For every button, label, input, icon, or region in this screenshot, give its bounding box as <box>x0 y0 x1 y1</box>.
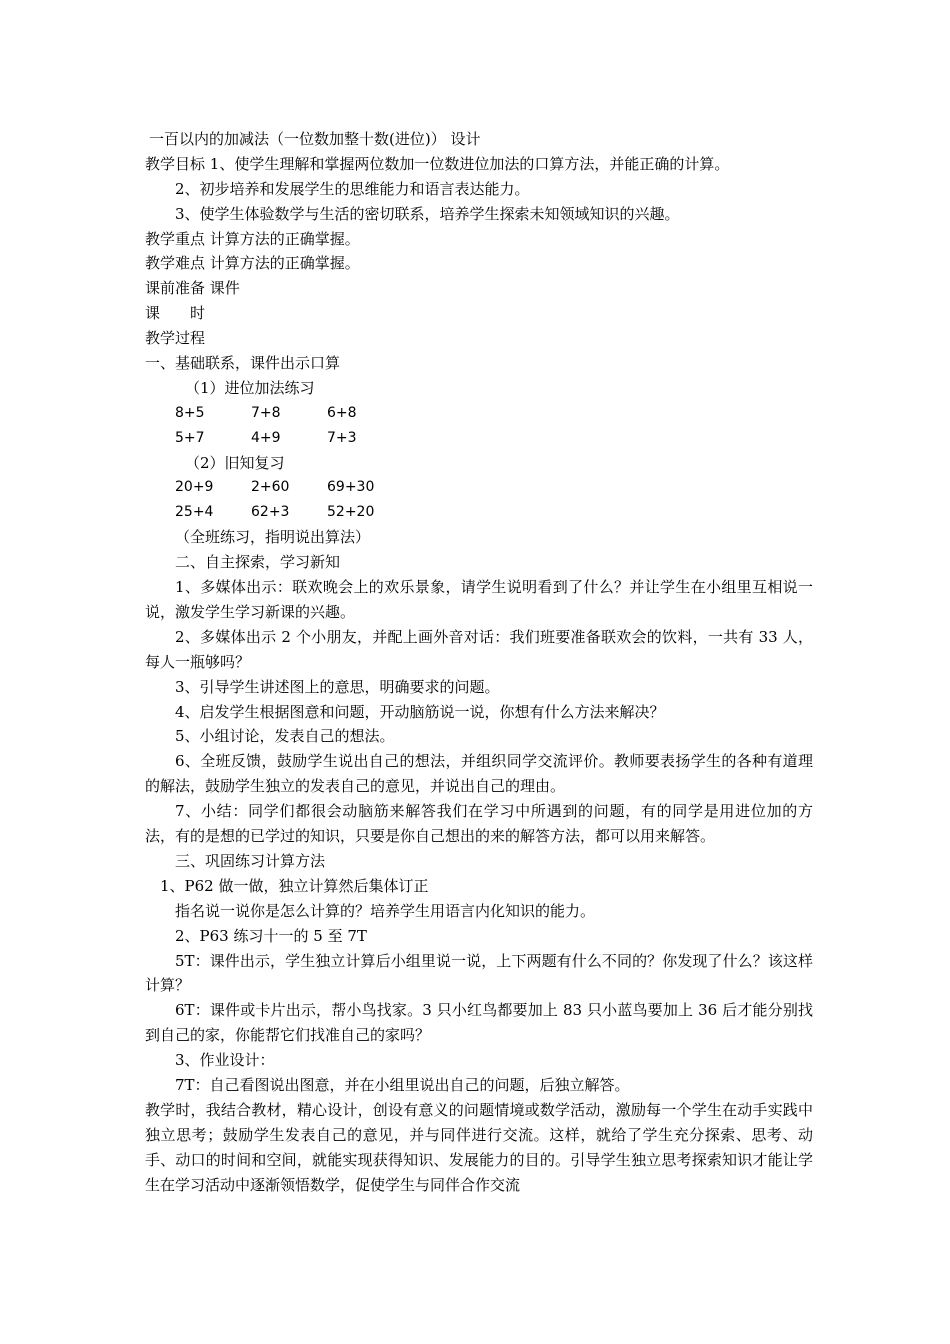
section2-item: 5、小组讨论，发表自己的想法。 <box>175 727 395 746</box>
section2-item: 2、多媒体出示 2 个小朋友，并配上画外音对话：我们班要准备联欢会的饮料，一共有 33 人，每人一瓶够吗？ <box>145 627 813 671</box>
section1-sub2: （2）旧知复习 <box>185 453 285 472</box>
calc-row <box>145 401 813 426</box>
goal-2: 2、初步培养和发展学生的思维能力和语言表达能力。 <box>175 179 530 198</box>
section3-item3-7t: 7T：自己看图说出图意，并在小组里说出自己的问题，后独立解答。 <box>175 1076 630 1095</box>
section2-item: 6、全班反馈，鼓励学生说出自己的想法，并组织同学交流评价。教师要表扬学生的各种有道理的解法，鼓励学生独立的发表自己的意见，并说出自己的理由。 <box>145 752 813 796</box>
section2-item: 1、多媒体出示：联欢晚会上的欢乐景象，请学生说明看到了什么？并让学生在小组里互相说一说，激发学生学习新课的兴趣。 <box>145 578 813 621</box>
section2-item: 7、小结：同学们都很会动脑筋来解答我们在学习中所遇到的问题，有的同学是用进位加的方法，有的是想的已学过的知识，只要是你自己想出的来的解答方法，都可以用来解答。 <box>145 802 813 846</box>
reflection-paragraph: 教学时，我结合教材，精心设计，创设有意义的问题情境或数学活动，激励每一个学生在动手实践中独立思考；鼓励学生发表自己的意见，并与同伴进行交流。这样，就给了学生充分探索、思考、动手、动口的时间和空间，就能实现获得知识、发展能力的目的。引导学生独立思考探索知识才能让学生在学习活动中逐渐领悟数学，促使学生与同伴合作交流 <box>145 1100 813 1194</box>
calc-row <box>145 426 813 451</box>
section3-item2-5t: 5T：课件出示，学生独立计算后小组里说一说，上下两题有什么不同的？你发现了什么？该这样计算？ <box>145 951 813 995</box>
calc-item: 2+60 <box>251 479 290 496</box>
section3-item2-6t: 6T：课件或卡片出示，帮小鸟找家。3 只小红鸟都要加上 83 只小蓝鸟要加上 36 后才能分别找到自己的家，你能帮它们找准自己的家吗？ <box>145 1001 813 1045</box>
key-point: 教学重点 计算方法的正确掌握。 <box>145 229 360 248</box>
section2-heading: 二、自主探索，学习新知 <box>175 553 341 572</box>
difficult-point: 教学难点 计算方法的正确掌握。 <box>145 254 360 273</box>
calc-item: 8+5 <box>175 404 205 421</box>
period-label-1: 课 <box>145 304 161 323</box>
section3-item1: 1、P62 做一做，独立计算然后集体订正 <box>160 876 429 895</box>
section1-heading: 一、基础联系，课件出示口算 <box>145 354 341 373</box>
section3-item1-note: 指名说一说你是怎么计算的？培养学生用语言内化知识的能力。 <box>175 901 596 920</box>
calc-item: 7+8 <box>251 404 281 421</box>
calc-item: 7+3 <box>327 429 357 446</box>
preparation: 课前准备 课件 <box>145 279 240 298</box>
section1-note: （全班练习，指明说出算法） <box>175 528 371 547</box>
document-title: 一百以内的加减法（一位数加整十数(进位)） 设计 <box>149 130 481 148</box>
calc-item: 69+30 <box>327 479 375 496</box>
section3-item3: 3、作业设计： <box>175 1051 275 1070</box>
calc-row <box>145 500 813 525</box>
goal-3: 3、使学生体验数学与生活的密切联系，培养学生探索未知领域知识的兴趣。 <box>175 204 680 223</box>
section2-item: 3、引导学生讲述图上的意思，明确要求的问题。 <box>175 677 500 696</box>
calc-item: 4+9 <box>251 429 281 446</box>
section3-heading: 三、巩固练习计算方法 <box>175 851 326 870</box>
calc-item: 5+7 <box>175 429 205 446</box>
section3-item2: 2、P63 练习十一的 5 至 7T <box>175 926 367 945</box>
calc-item: 6+8 <box>327 404 357 421</box>
goal-1: 1、使学生理解和掌握两位数加一位数进位加法的口算方法，并能正确的计算。 <box>209 154 730 173</box>
calc-item: 52+20 <box>327 504 375 521</box>
process-title: 教学过程 <box>145 329 206 348</box>
section1-sub1: （1）进位加法练习 <box>185 378 315 397</box>
section2-item: 4、启发学生根据图意和问题，开动脑筋说一说，你想有什么方法来解决？ <box>175 702 665 721</box>
period-label-2: 时 <box>190 304 206 323</box>
calc-item: 62+3 <box>251 504 290 521</box>
goals-label: 教学目标 <box>145 154 206 173</box>
goals-line-1 <box>145 152 813 177</box>
calc-item: 20+9 <box>175 479 214 496</box>
document-body <box>145 127 813 1198</box>
calc-row <box>145 475 813 500</box>
period-line <box>145 301 813 326</box>
calc-item: 25+4 <box>175 504 214 521</box>
